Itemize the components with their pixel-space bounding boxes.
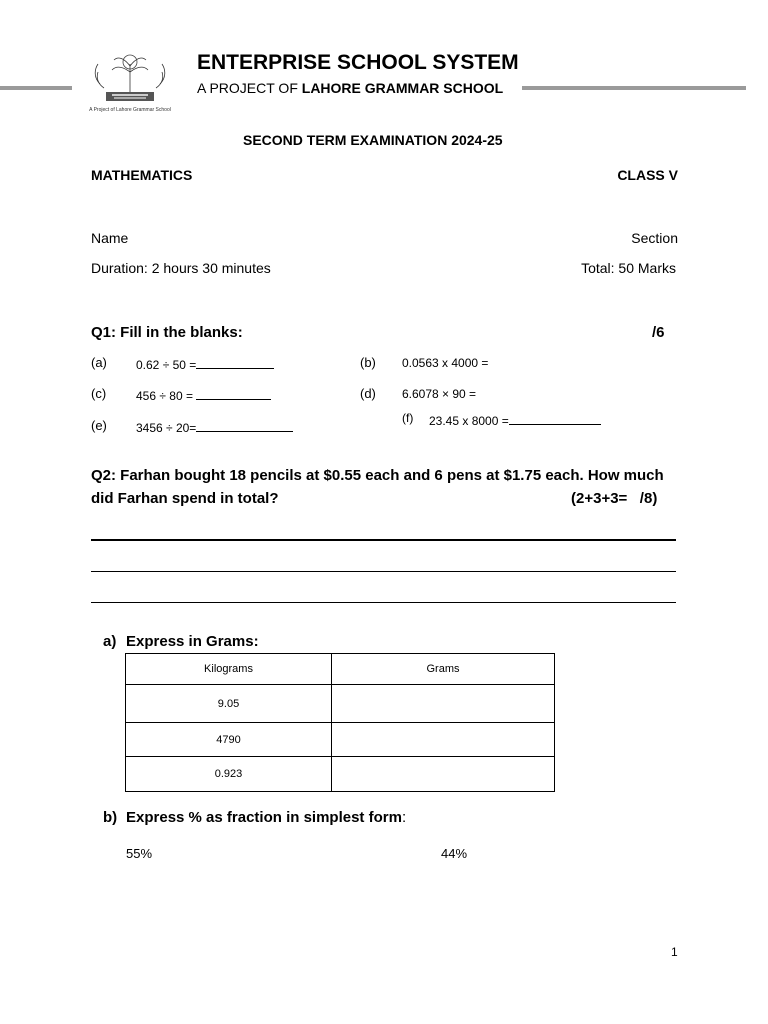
- q1-item-c-label: (c): [91, 386, 107, 401]
- answer-line[interactable]: [91, 571, 676, 572]
- exam-title: SECOND TERM EXAMINATION 2024-25: [243, 132, 503, 148]
- class-label: CLASS V: [617, 167, 678, 183]
- section-label: Section: [631, 230, 678, 246]
- table-header-kilograms: Kilograms: [126, 654, 332, 685]
- table-cell-kilograms: 4790: [126, 723, 332, 757]
- total-marks-label: Total: 50 Marks: [581, 260, 676, 276]
- q1-item-b-label: (b): [360, 355, 376, 370]
- q1-item-a-expr: 0.62 ÷ 50 =: [136, 358, 197, 372]
- q1-item-f-label: (f): [402, 411, 414, 425]
- q1-item-e-expr: 3456 ÷ 20=: [136, 421, 197, 435]
- q1-item-b-expr: 0.0563 x 4000 =: [402, 356, 489, 370]
- q1-item-f: [429, 412, 601, 428]
- header-rule-right: [522, 86, 746, 90]
- q2-text-line1: Q2: Farhan bought 18 pencils at $0.55 each and 6 pens at $1.75 each. How much: [91, 467, 664, 484]
- table-header-grams: Grams: [332, 654, 555, 685]
- table-cell-kilograms: 9.05: [126, 685, 332, 723]
- q1-item-f-expr: 23.45 x 8000 =: [429, 414, 509, 428]
- answer-line[interactable]: [91, 539, 676, 541]
- table-cell-grams-answer[interactable]: [332, 757, 555, 792]
- q1-marks: /6: [652, 324, 665, 341]
- q1-item-a: [136, 356, 274, 372]
- answer-blank[interactable]: [196, 419, 293, 432]
- q1-item-d-label: (d): [360, 386, 376, 401]
- table-cell-grams-answer[interactable]: [332, 723, 555, 757]
- table-cell-grams-answer[interactable]: [332, 685, 555, 723]
- conversion-table: [125, 653, 555, 792]
- q1-title: Q1: Fill in the blanks:: [91, 324, 243, 341]
- part-b-item-55: 55%: [126, 846, 153, 861]
- q2-marks: (2+3+3= /8): [571, 490, 658, 507]
- subject-label: MATHEMATICS: [91, 167, 193, 183]
- q1-item-c-expr: 456 ÷ 80 =: [136, 389, 193, 403]
- name-label: Name: [91, 230, 129, 246]
- answer-blank[interactable]: [196, 356, 274, 369]
- school-name: ENTERPRISE SCHOOL SYSTEM: [197, 51, 519, 74]
- answer-blank[interactable]: [196, 387, 271, 400]
- part-b-title-text: Express % as fraction in simplest form: [126, 809, 402, 826]
- part-b-label: b): [103, 809, 118, 826]
- part-b-item-44: 44%: [441, 846, 468, 861]
- q2-text-line2: did Farhan spend in total?: [91, 490, 279, 507]
- school-logo: [88, 44, 172, 116]
- q1-item-c: [136, 387, 271, 403]
- table-cell-kilograms: 0.923: [126, 757, 332, 792]
- part-a-title: Express in Grams:: [126, 633, 259, 650]
- q1-item-e-label: (e): [91, 418, 107, 433]
- q1-item-d-expr: 6.6078 × 90 =: [402, 387, 477, 401]
- subtitle-bold: LAHORE GRAMMAR SCHOOL: [301, 80, 504, 96]
- page-number: 1: [671, 945, 678, 959]
- header-rule-left: [0, 86, 72, 90]
- part-a-label: a): [103, 633, 117, 650]
- school-subtitle: [197, 80, 503, 96]
- subtitle-prefix: A PROJECT OF: [197, 80, 298, 96]
- answer-line[interactable]: [91, 602, 676, 603]
- q1-item-a-label: (a): [91, 355, 107, 370]
- part-b-colon: :: [401, 809, 407, 826]
- answer-blank[interactable]: [509, 412, 601, 425]
- logo-caption: A Project of Lahore Grammar School: [89, 107, 171, 113]
- duration-label: Duration: 2 hours 30 minutes: [91, 260, 271, 276]
- part-b-title: [126, 809, 406, 826]
- q1-item-e: [136, 419, 293, 435]
